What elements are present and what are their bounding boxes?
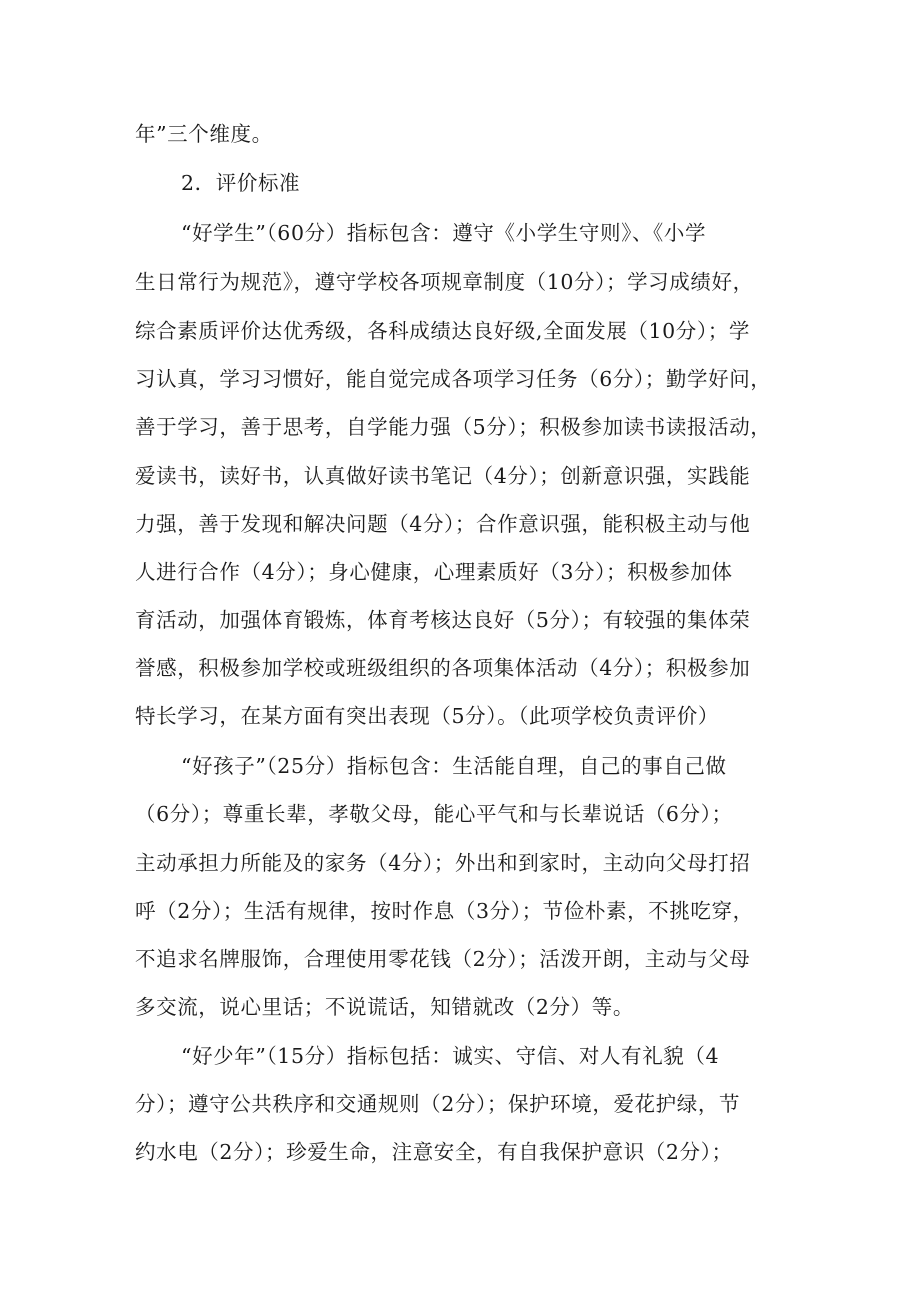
paragraph-line: 人进行合作（4分）；身心健康，心理素质好（3分）；积极参加体	[135, 560, 733, 584]
text-line: 年”三个维度。	[135, 122, 273, 146]
paragraph-line: “好少年”（15分）指标包括：诚实、守信、对人有礼貌（4	[181, 1044, 720, 1068]
paragraph-line: 育活动，加强体育锻炼，体育考核达良好（5分）；有较强的集体荣	[135, 608, 751, 632]
paragraph-line: 分）；遵守公共秩序和交通规则（2分）；保护环境，爱花护绿，节	[135, 1092, 741, 1116]
paragraph-line: 多交流，说心里话；不说谎话，知错就改（2分）等。	[135, 995, 634, 1019]
paragraph-line: “好孩子”（25分）指标包含：生活能自理，自己的事自己做	[181, 754, 727, 778]
paragraph-line: 不追求名牌服饰，合理使用零花钱（2分）；活泼开朗，主动与父母	[135, 947, 751, 971]
paragraph-line: 约水电（2分）；珍爱生命，注意安全，有自我保护意识（2分）；	[135, 1140, 733, 1164]
section-heading: 2．评价标准	[181, 171, 301, 195]
paragraph-line: 综合素质评价达优秀级，各科成绩达良好级,全面发展（10分）；学	[135, 319, 750, 343]
paragraph-line: 力强，善于发现和解决问题（4分）；合作意识强，能积极主动与他	[135, 512, 751, 536]
paragraph-line: 特长学习，在某方面有突出表现（5分）。（此项学校负责评价）	[135, 704, 719, 728]
paragraph-line: 誉感，积极参加学校或班级组织的各项集体活动（4分）；积极参加	[135, 656, 751, 680]
paragraph-line: （6分）；尊重长辈，孝敬父母，能心平气和与长辈说话（6分）；	[135, 802, 733, 826]
paragraph-line: 爱读书，读好书，认真做好读书笔记（4分）；创新意识强，实践能	[135, 464, 751, 488]
paragraph-line: 习认真，学习习惯好，能自觉完成各项学习任务（6分）；勤学好问，	[135, 367, 772, 391]
paragraph-line: 生日常行为规范》，遵守学校各项规章制度（10分）；学习成绩好，	[135, 270, 754, 294]
paragraph-line: 呼（2分）；生活有规律，按时作息（3分）；节俭朴素，不挑吃穿，	[135, 899, 754, 923]
paragraph-line: 主动承担力所能及的家务（4分）；外出和到家时，主动向父母打招	[135, 851, 751, 875]
paragraph-line: 善于学习，善于思考，自学能力强（5分）；积极参加读书读报活动，	[135, 415, 772, 439]
paragraph-line: “好学生”（60分）指标包含：遵守《小学生守则》、《小学	[181, 221, 707, 245]
